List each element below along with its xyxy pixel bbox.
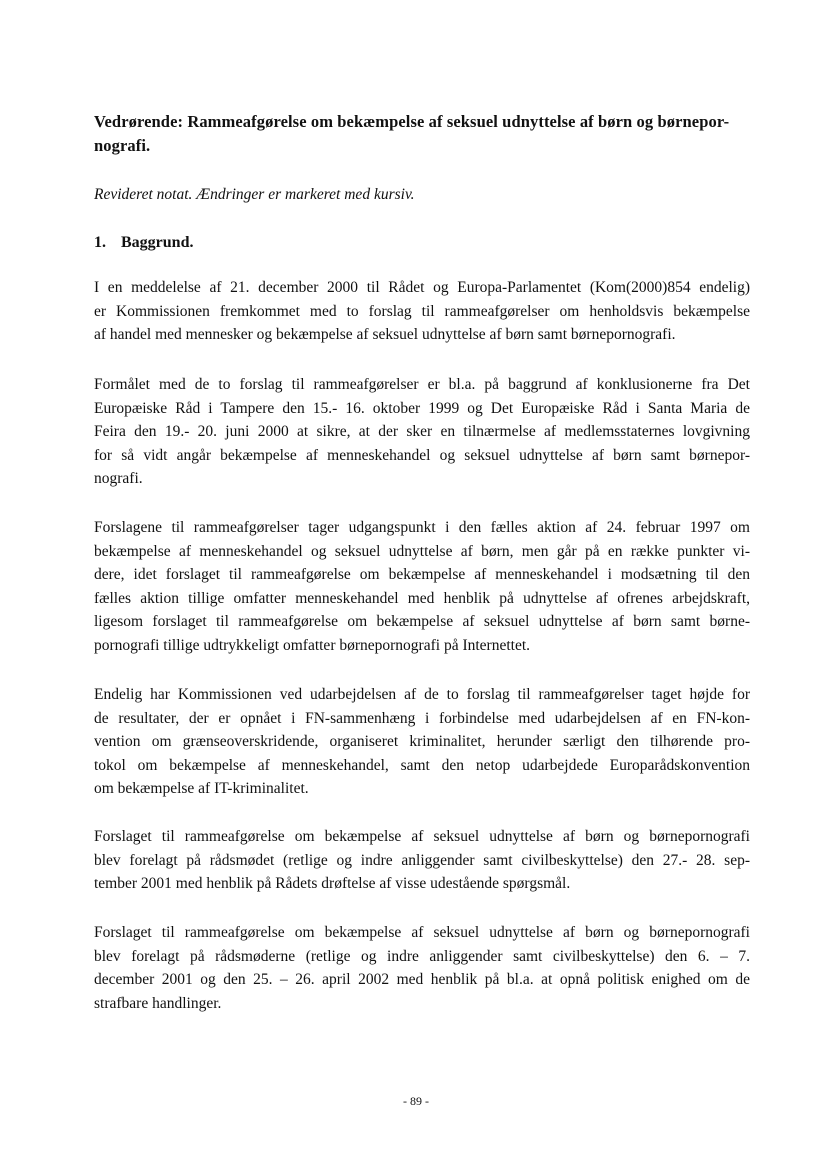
paragraph-line: fælles aktion tillige omfatter menneskehandel med henblik på udnyttelse af ofrenes arbejdskraft, [94, 589, 750, 607]
paragraph-line: ligesom forslaget til rammeafgørelse om bekæmpelse af seksuel udnyttelse af børn samt børne- [94, 613, 750, 630]
paragraph-line: vention om grænseoverskridende, organiseret kriminalitet, herunder særligt den tilhørende pro- [94, 733, 750, 750]
paragraph-6 [94, 921, 750, 1015]
paragraph-line: nografi. [94, 470, 143, 487]
title-line-2: nografi. [94, 136, 151, 155]
paragraph-line: blev forelagt på rådsmødet (retlige og indre anliggender samt civilbeskyttelse) den 27.- 28. sep- [94, 851, 750, 869]
paragraph-line: de resultater, der er opnået i FN-sammenhæng i forbindelse med udarbejdelsen af en FN-kon- [94, 709, 750, 727]
paragraph-line: bekæmpelse af menneskehandel og seksuel udnyttelse af børn, men går på en række punkter vi- [94, 542, 750, 560]
paragraph-line: om bekæmpelse af IT-kriminalitet. [94, 780, 309, 797]
section-number: 1. [94, 234, 106, 251]
paragraph-4 [94, 683, 750, 801]
paragraph-line: Forslaget til rammeafgørelse om bekæmpelse af seksuel udnyttelse af børn og børnepornografi [94, 828, 750, 845]
paragraph-line: af handel med mennesker og bekæmpelse af seksuel udnyttelse af børn samt børnepornografi. [94, 326, 676, 343]
paragraph-2 [94, 373, 750, 491]
paragraph-line: tember 2001 med henblik på Rådets drøftelse af visse udestående spørgsmål. [94, 875, 571, 892]
paragraph-line: pornografi tillige udtrykkeligt omfatter børnepornografi på Internettet. [94, 636, 531, 654]
title-line-1: Vedrørende: Rammeafgørelse om bekæmpelse af seksuel udnyttelse af børn og børnepor- [94, 112, 730, 131]
paragraph-1 [94, 276, 750, 347]
page-number: - 89 - [403, 1094, 429, 1108]
paragraph-line: Formålet med de to forslag til rammeafgørelser er bl.a. på baggrund af konklusionerne fra Det [94, 376, 750, 393]
paragraph-line: Forslaget til rammeafgørelse om bekæmpelse af seksuel udnyttelse af børn og børnepornografi [94, 924, 750, 941]
document-title [94, 110, 750, 158]
paragraph-line: strafbare handlinger. [94, 994, 222, 1012]
section-title: Baggrund. [121, 234, 194, 251]
paragraph-line: december 2001 og den 25. – 26. april 2002 med henblik på bl.a. at opnå politisk enighed om de [94, 971, 750, 988]
paragraph-line: er Kommissionen fremkommet med to forslag til rammeafgørelser om henholdsvis bekæmpelse [94, 302, 750, 320]
paragraph-line: Endelig har Kommissionen ved udarbejdelsen af de to forslag til rammeafgørelser taget højde for [94, 686, 750, 703]
paragraph-line: for så vidt angår bekæmpelse af menneskehandel og seksuel udnyttelse af børn samt børnepor- [94, 446, 750, 464]
revision-note: Revideret notat. Ændringer er markeret med kursiv. [94, 186, 415, 203]
section-heading [94, 232, 750, 254]
paragraph-line: Feira den 19.- 20. juni 2000 at sikre, at der sker en tilnærmelse af medlemsstaternes lovgivning [94, 423, 750, 440]
paragraph-3 [94, 516, 750, 657]
paragraph-line: tokol om bekæmpelse af menneskehandel, samt den netop udarbejdede Europarådskonvention [94, 756, 750, 774]
paragraph-line: dere, idet forslaget til rammeafgørelse om bekæmpelse af menneskehandel i modsætning til den [94, 566, 750, 583]
paragraph-line: blev forelagt på rådsmøderne (retlige og indre anliggender samt civilbeskyttelse) den 6. – 7. [94, 947, 750, 965]
paragraph-5 [94, 825, 750, 896]
paragraph-line: Europæiske Råd i Tampere den 15.- 16. oktober 1999 og Det Europæiske Råd i Santa Maria de [94, 399, 750, 417]
paragraph-line: I en meddelelse af 21. december 2000 til Rådet og Europa-Parlamentet (Kom(2000)854 endelig) [94, 279, 750, 296]
paragraph-line: Forslagene til rammeafgørelser tager udgangspunkt i den fælles aktion af 24. februar 1997 om [94, 519, 750, 536]
